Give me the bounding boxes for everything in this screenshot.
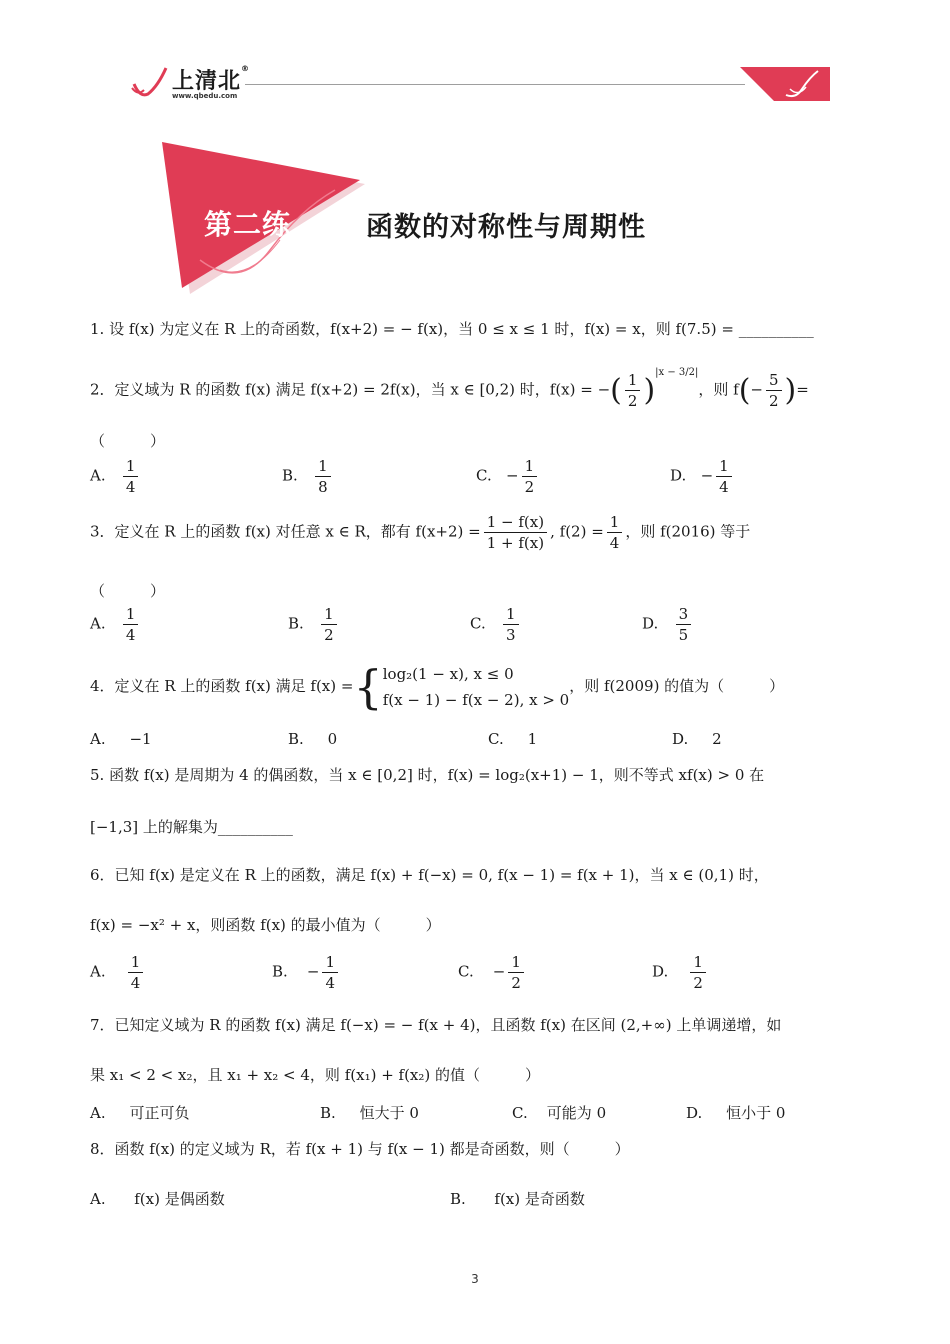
q4-option-b[interactable]: B. 0 [288, 730, 338, 748]
question-5-line-2: [−1,3] 上的解集为__________ [90, 818, 293, 836]
q2-option-d[interactable]: D. − $\frac{1}{4}$ [670, 456, 735, 497]
q3-option-d[interactable]: D. $\frac{3}{5}$ [642, 604, 694, 645]
question-6-line-2: f(x) = −x² + x，则函数 f(x) 的最小值为（ ） [90, 916, 441, 934]
question-4: 4．定义在 R 上的函数 f(x) 满足 f(x) ={ log₂(1 − x), x ≤ 0 f(x − 1) − f(x − 2), x > 0 ，则 f(2009) 的值为（ ） [90, 660, 785, 714]
section-label: 第二练 [204, 208, 292, 241]
q6-option-c[interactable]: C. − $\frac{1}{2}$ [458, 952, 527, 993]
question-8: 8．函数 f(x) 的定义域为 R，若 f(x + 1) 与 f(x − 1) 都是奇函数，则（ ） [90, 1140, 630, 1158]
q7-option-d[interactable]: D. 恒小于 0 [686, 1104, 786, 1122]
q4-option-c[interactable]: C. 1 [488, 730, 538, 748]
brand-url: www.qbedu.com [172, 92, 238, 100]
question-7-line-1: 7．已知定义域为 R 的函数 f(x) 满足 f(−x) = − f(x + 4)，且函数 f(x) 在区间 (2,+∞) 上单调递增，如 [90, 1016, 782, 1034]
page-number: 3 [471, 1272, 479, 1286]
q8-option-b[interactable]: B. f(x) 是奇函数 [450, 1190, 585, 1208]
q6-option-b[interactable]: B. − $\frac{1}{4}$ [272, 952, 341, 993]
question-3-answer-paren: （ ） [90, 582, 166, 600]
question-2: 2．定义域为 R 的函数 f(x) 满足 f(x+2) = 2f(x)，当 x ∈ [0,2) 时，f(x) = −( $\frac{1}{2}$ )$^{|x - 3/2|}$，则 f(− $\frac{5}{2}$ )= [90, 366, 809, 410]
q4-option-a[interactable]: A. −1 [90, 730, 152, 748]
question-1: 1. 设 f(x) 为定义在 R 上的奇函数，f(x+2) = − f(x)，当 0 ≤ x ≤ 1 时，f(x) = x，则 f(7.5) = __________ [90, 320, 814, 338]
q7-option-b[interactable]: B. 恒大于 0 [320, 1104, 419, 1122]
q3-option-b[interactable]: B. $\frac{1}{2}$ [288, 604, 340, 645]
q7-option-a[interactable]: A. 可正可负 [90, 1104, 190, 1122]
q2-option-a[interactable]: A. $\frac{1}{4}$ [90, 456, 141, 497]
section-title: 函数的对称性与周期性 [366, 212, 646, 243]
q6-option-a[interactable]: A. $\frac{1}{4}$ [90, 952, 146, 993]
q2-option-c[interactable]: C. − $\frac{1}{2}$ [476, 456, 540, 497]
header-corner-banner [740, 67, 830, 101]
q3-option-a[interactable]: A. $\frac{1}{4}$ [90, 604, 141, 645]
q3-option-c[interactable]: C. $\frac{1}{3}$ [470, 604, 522, 645]
brand-name: 上清北® [172, 64, 251, 94]
header-divider [245, 84, 745, 85]
q2-option-b[interactable]: B. $\frac{1}{8}$ [282, 456, 334, 497]
q8-option-a[interactable]: A. f(x) 是偶函数 [90, 1190, 225, 1208]
q4-option-d[interactable]: D. 2 [672, 730, 722, 748]
question-6-line-1: 6．已知 f(x) 是定义在 R 上的函数，满足 f(x) + f(−x) = 0, f(x − 1) = f(x + 1)，当 x ∈ (0,1) 时， [90, 866, 769, 884]
question-3: 3．定义在 R 上的函数 f(x) 对任意 x ∈ R，都有 f(x+2) = $\frac{1 - f(x)}{1 + f(x)}$ , f(2) = $\frac{1}{4}$ ，则 f(2016) 等于 [90, 513, 751, 552]
question-2-answer-paren: （ ） [90, 432, 166, 450]
brand-logo-icon [130, 66, 170, 100]
q6-option-d[interactable]: D. $\frac{1}{2}$ [652, 952, 709, 993]
question-5-line-1: 5. 函数 f(x) 是周期为 4 的偶函数，当 x ∈ [0,2] 时，f(x) = log₂(x+1) − 1，则不等式 xf(x) > 0 在 [90, 766, 765, 784]
q7-option-c[interactable]: C. 可能为 0 [512, 1104, 607, 1122]
question-7-line-2: 果 x₁ < 2 < x₂，且 x₁ + x₂ < 4，则 f(x₁) + f(x₂) 的值（ ） [90, 1066, 541, 1084]
